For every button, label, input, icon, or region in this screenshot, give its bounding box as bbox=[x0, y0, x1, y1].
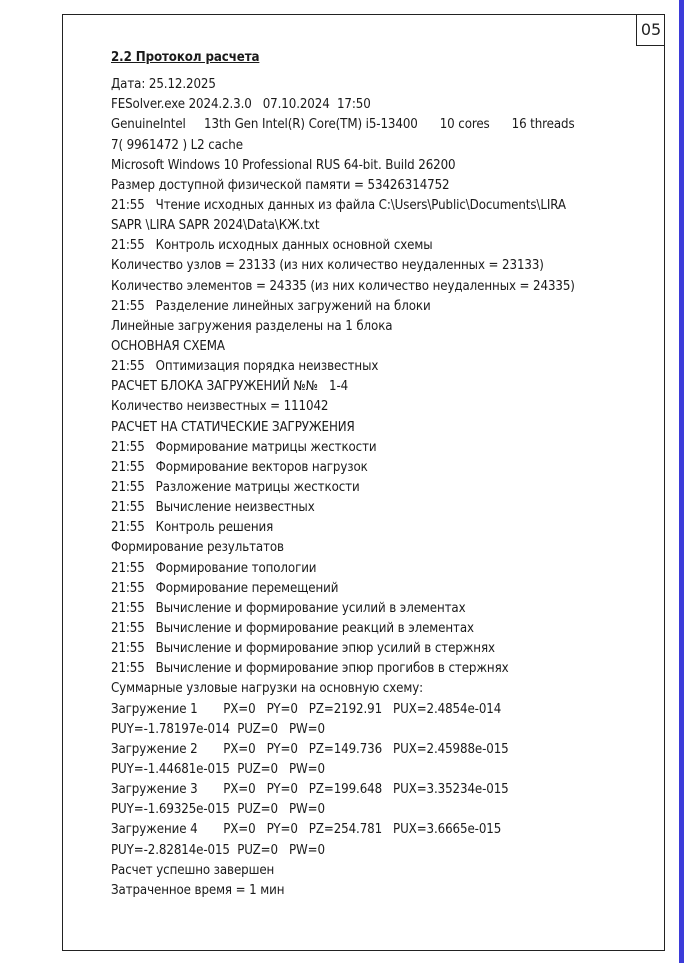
protocol-line: Загружение 3 PX=0 PY=0 PZ=199.648 PUX=3.35234e-015 bbox=[111, 782, 509, 798]
protocol-line: 21:55 Контроль решения bbox=[111, 520, 274, 536]
calculation-protocol bbox=[111, 48, 663, 901]
protocol-line: 21:55 Вычисление и формирование эпюр усилий в стержнях bbox=[111, 641, 495, 657]
protocol-line: PUY=-1.69325e-015 PUZ=0 PW=0 bbox=[111, 802, 325, 818]
section-heading: 2.2 Протокол расчета bbox=[111, 50, 260, 65]
protocol-lines bbox=[111, 75, 663, 901]
protocol-line: 21:55 Формирование перемещений bbox=[111, 580, 339, 596]
protocol-line: PUY=-1.78197e-014 PUZ=0 PW=0 bbox=[111, 721, 325, 737]
protocol-line: FESolver.exe 2024.2.3.0 07.10.2024 17:50 bbox=[111, 97, 371, 113]
protocol-line: SAPR \LIRA SAPR 2024\Data\КЖ.txt bbox=[111, 218, 320, 234]
protocol-line: 21:55 Формирование топологии bbox=[111, 560, 317, 576]
protocol-line: GenuineIntel 13th Gen Intel(R) Core(TM) i5-13400 10 cores 16 threads bbox=[111, 117, 575, 133]
protocol-line: 21:55 Разложение матрицы жесткости bbox=[111, 479, 360, 495]
protocol-line: Количество неизвестных = 111042 bbox=[111, 399, 329, 415]
protocol-line: Количество элементов = 24335 (из них количество неудаленных = 24335) bbox=[111, 278, 575, 294]
protocol-line: Затраченное время = 1 мин bbox=[111, 882, 285, 898]
protocol-line: Линейные загружения разделены на 1 блока bbox=[111, 318, 393, 334]
protocol-line: 21:55 Чтение исходных данных из файла C:\Users\Public\Documents\LIRA bbox=[111, 198, 566, 213]
protocol-line: РАСЧЕТ БЛОКА ЗАГРУЖЕНИЙ №№ 1-4 bbox=[111, 379, 349, 395]
protocol-line: 21:55 Формирование векторов нагрузок bbox=[111, 459, 368, 475]
protocol-line: 21:55 Вычисление и формирование усилий в элементах bbox=[111, 600, 466, 616]
protocol-line: Загружение 1 PX=0 PY=0 PZ=2192.91 PUX=2.4854e-014 bbox=[111, 701, 502, 717]
protocol-line: 7( 9961472 ) L2 cache bbox=[111, 137, 243, 153]
protocol-line: 21:55 Формирование матрицы жесткости bbox=[111, 439, 377, 455]
protocol-line: Количество узлов = 23133 (из них количество неудаленных = 23133) bbox=[111, 258, 544, 274]
protocol-line: Суммарные узловые нагрузки на основную схему: bbox=[111, 681, 424, 697]
protocol-line: PUY=-1.44681e-015 PUZ=0 PW=0 bbox=[111, 761, 325, 777]
protocol-line: Microsoft Windows 10 Professional RUS 64-bit. Build 26200 bbox=[111, 157, 456, 173]
protocol-line: 21:55 Разделение линейных загружений на блоки bbox=[111, 298, 431, 314]
protocol-line: Расчет успешно завершен bbox=[111, 862, 275, 878]
protocol-line: PUY=-2.82814e-015 PUZ=0 PW=0 bbox=[111, 842, 325, 858]
page-number: 05 bbox=[636, 14, 665, 46]
protocol-line: 21:55 Контроль исходных данных основной схемы bbox=[111, 238, 433, 254]
protocol-line: Дата: 25.12.2025 bbox=[111, 77, 216, 93]
protocol-line: ОСНОВНАЯ СХЕМА bbox=[111, 338, 225, 354]
protocol-line: Загружение 4 PX=0 PY=0 PZ=254.781 PUX=3.6665e-015 bbox=[111, 822, 502, 838]
protocol-line: 21:55 Оптимизация порядка неизвестных bbox=[111, 359, 379, 375]
protocol-line: 21:55 Вычисление и формирование реакций в элементах bbox=[111, 620, 474, 636]
window-edge-stripe bbox=[679, 0, 684, 963]
protocol-line: 21:55 Вычисление и формирование эпюр прогибов в стержнях bbox=[111, 661, 509, 677]
protocol-line: Размер доступной физической памяти = 53426314752 bbox=[111, 177, 450, 193]
protocol-line: Формирование результатов bbox=[111, 540, 284, 556]
protocol-line: Загружение 2 PX=0 PY=0 PZ=149.736 PUX=2.45988e-015 bbox=[111, 741, 509, 757]
protocol-line: 21:55 Вычисление неизвестных bbox=[111, 500, 315, 516]
protocol-line: РАСЧЕТ НА СТАТИЧЕСКИЕ ЗАГРУЖЕНИЯ bbox=[111, 419, 355, 435]
